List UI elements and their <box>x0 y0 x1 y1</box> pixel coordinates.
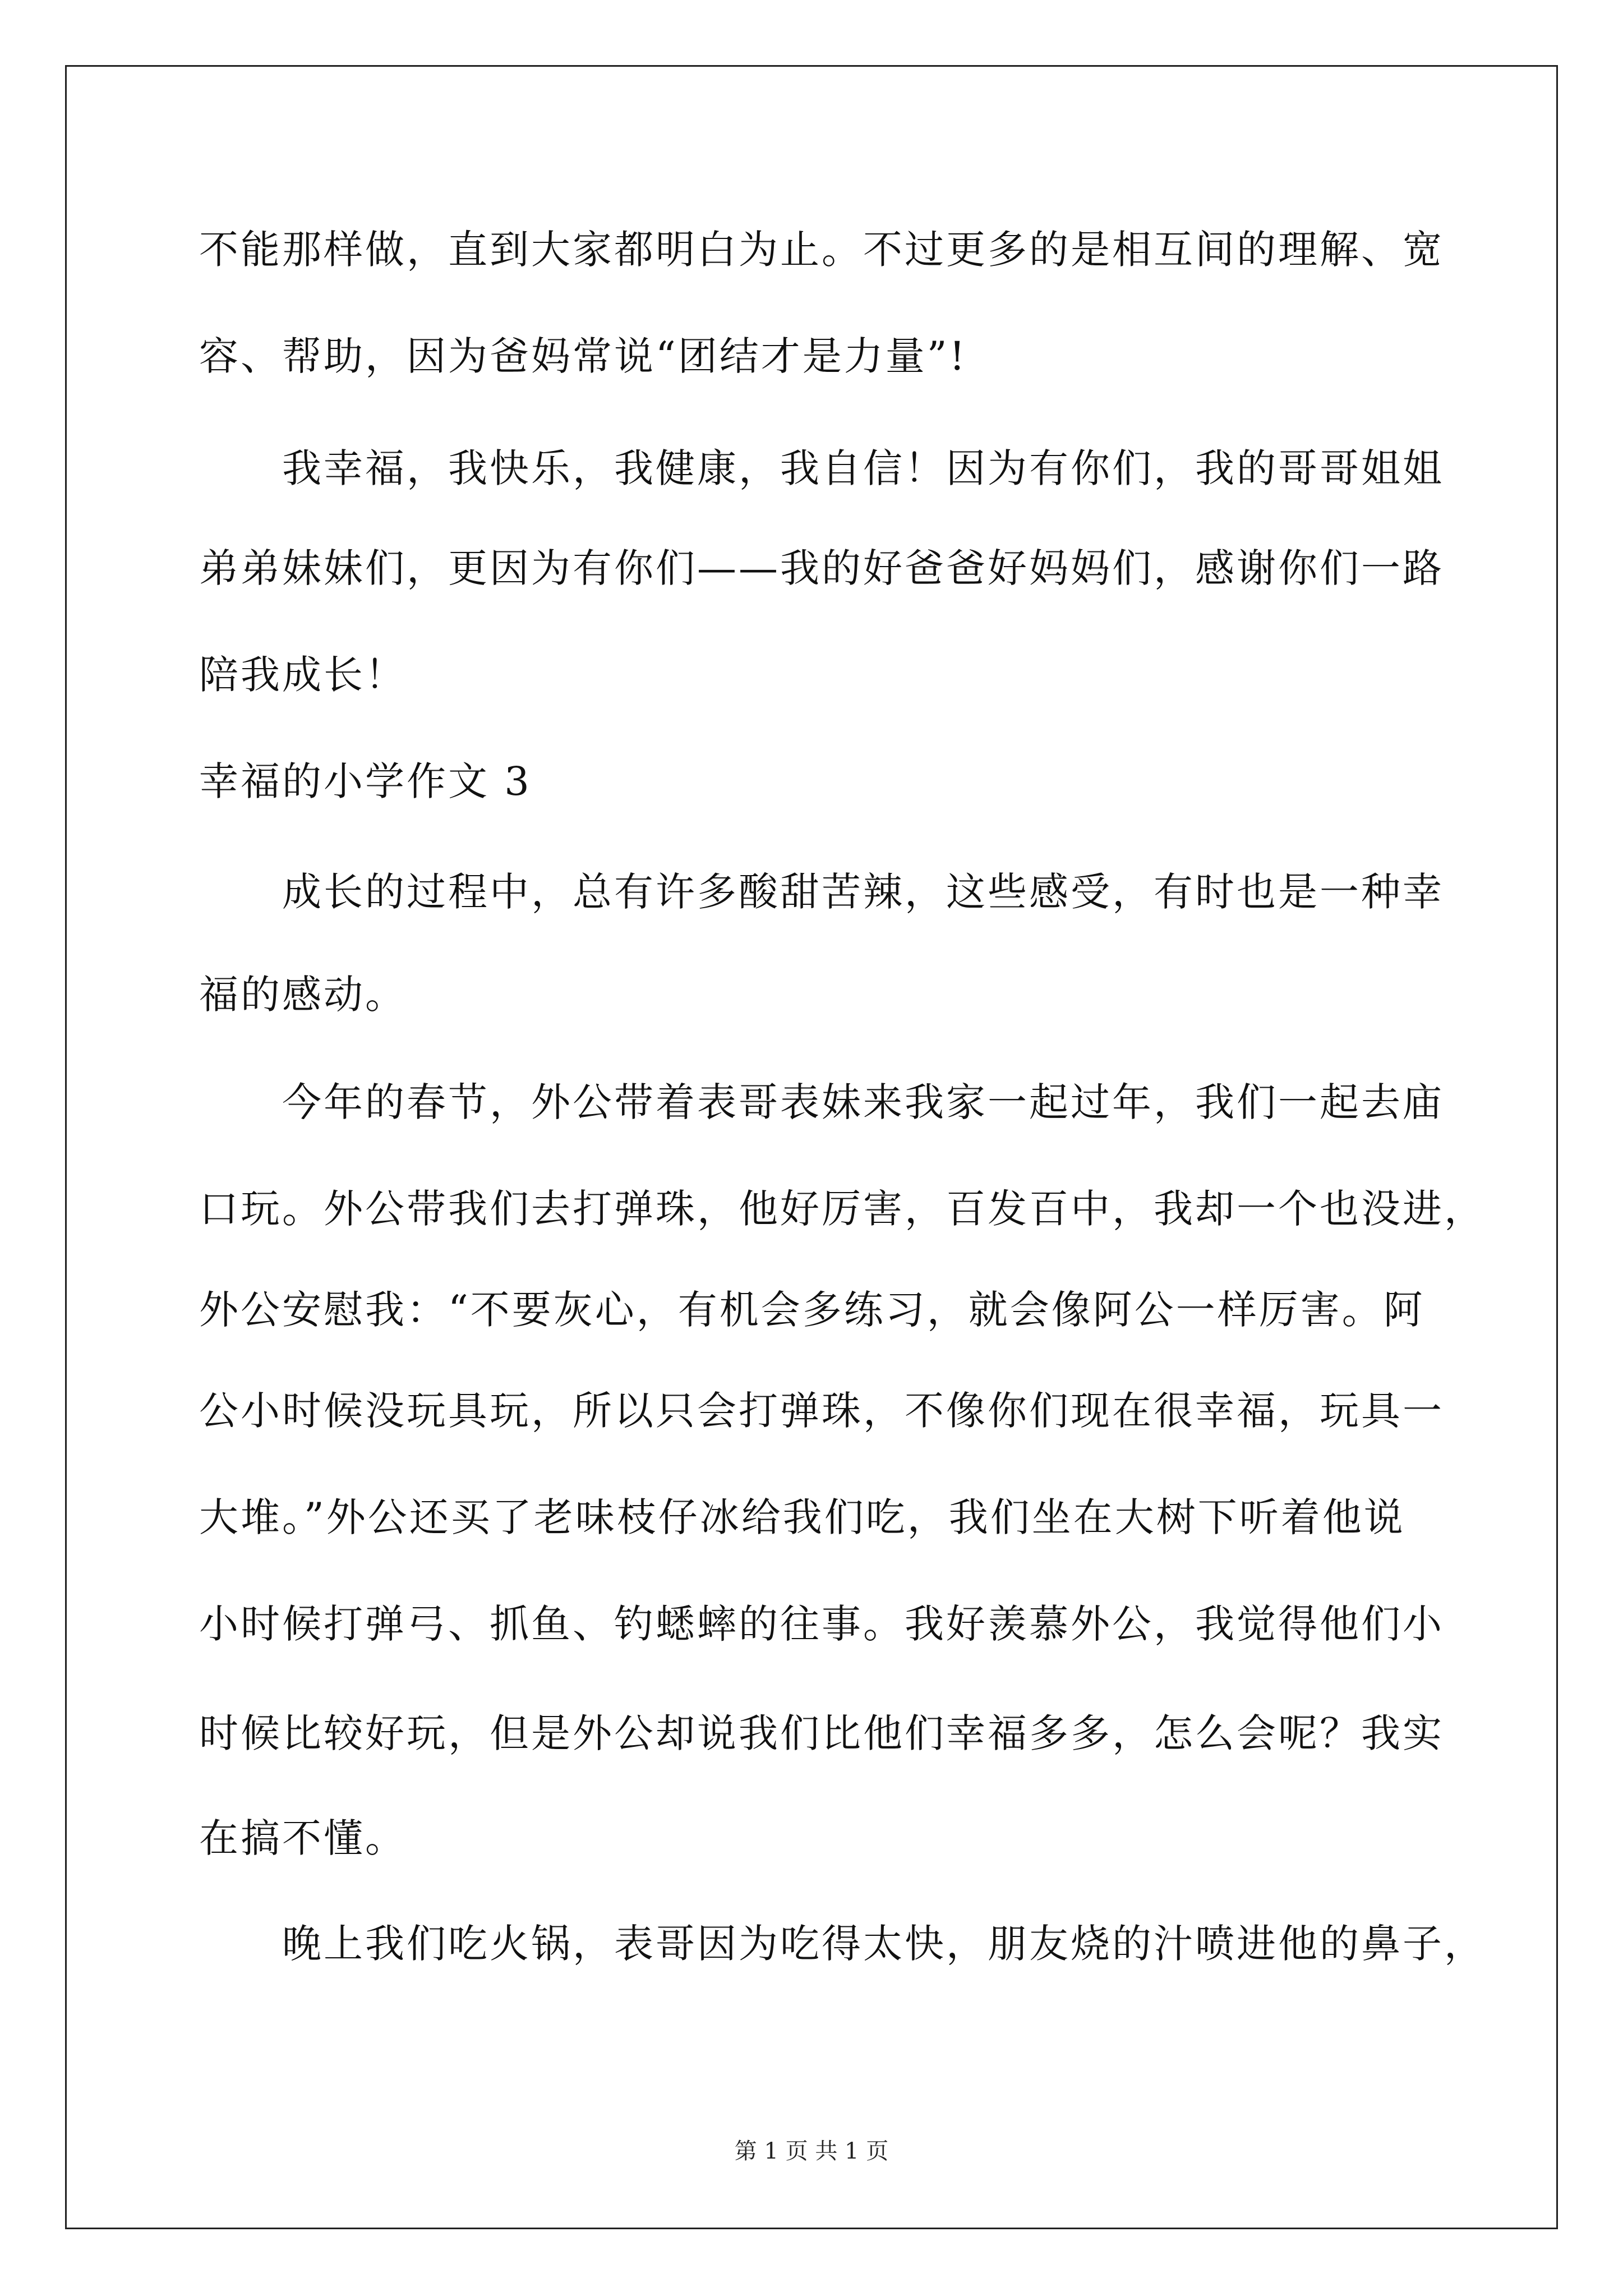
paragraph-start: 成长的过程中，总有许多酸甜苦辣，这些感受，有时也是一种幸 <box>282 869 1444 915</box>
section-heading: 幸福的小学作文 3 <box>199 758 532 804</box>
text-line: 大堆。”外公还买了老味枝仔冰给我们吃，我们坐在大树下听着他说 <box>199 1494 1405 1540</box>
text-line: 福的感动。 <box>199 972 407 1018</box>
page-footer: 第 1 页 共 1 页 <box>734 2138 889 2164</box>
text-line: 在搞不懂。 <box>199 1815 407 1861</box>
text-line: 容、帮助，因为爸妈常说“团结才是力量”! <box>199 333 967 379</box>
paragraph-start: 我幸福，我快乐，我健康，我自信！因为有你们，我的哥哥姐姐 <box>282 445 1444 491</box>
text-line: 陪我成长！ <box>199 652 407 698</box>
text-line: 不能那样做，直到大家都明白为止。不过更多的是相互间的理解、宽 <box>199 227 1444 273</box>
text-line: 弟弟妹妹们，更因为有你们——我的好爸爸好妈妈们，感谢你们一路 <box>199 545 1444 591</box>
text-line: 小时候打弹弓、抓鱼、钓蟋蟀的往事。我好羡慕外公，我觉得他们小 <box>199 1601 1444 1647</box>
text-line: 外公安慰我：“不要灰心，有机会多练习，就会像阿公一样厉害。阿 <box>199 1287 1425 1333</box>
text-line: 时候比较好玩，但是外公却说我们比他们幸福多多，怎么会呢？我实 <box>199 1710 1444 1756</box>
text-line: 口玩。外公带我们去打弹珠，他好厉害，百发百中，我却一个也没进， <box>199 1186 1486 1232</box>
paragraph-start: 今年的春节，外公带着表哥表妹来我家一起过年，我们一起去庙 <box>282 1079 1444 1125</box>
paragraph-start: 晚上我们吃火锅，表哥因为吃得太快，朋友烧的汁喷进他的鼻子， <box>282 1921 1486 1967</box>
text-line: 公小时候没玩具玩，所以只会打弹珠，不像你们现在很幸福，玩具一 <box>199 1388 1444 1434</box>
page-border <box>65 65 1558 2229</box>
